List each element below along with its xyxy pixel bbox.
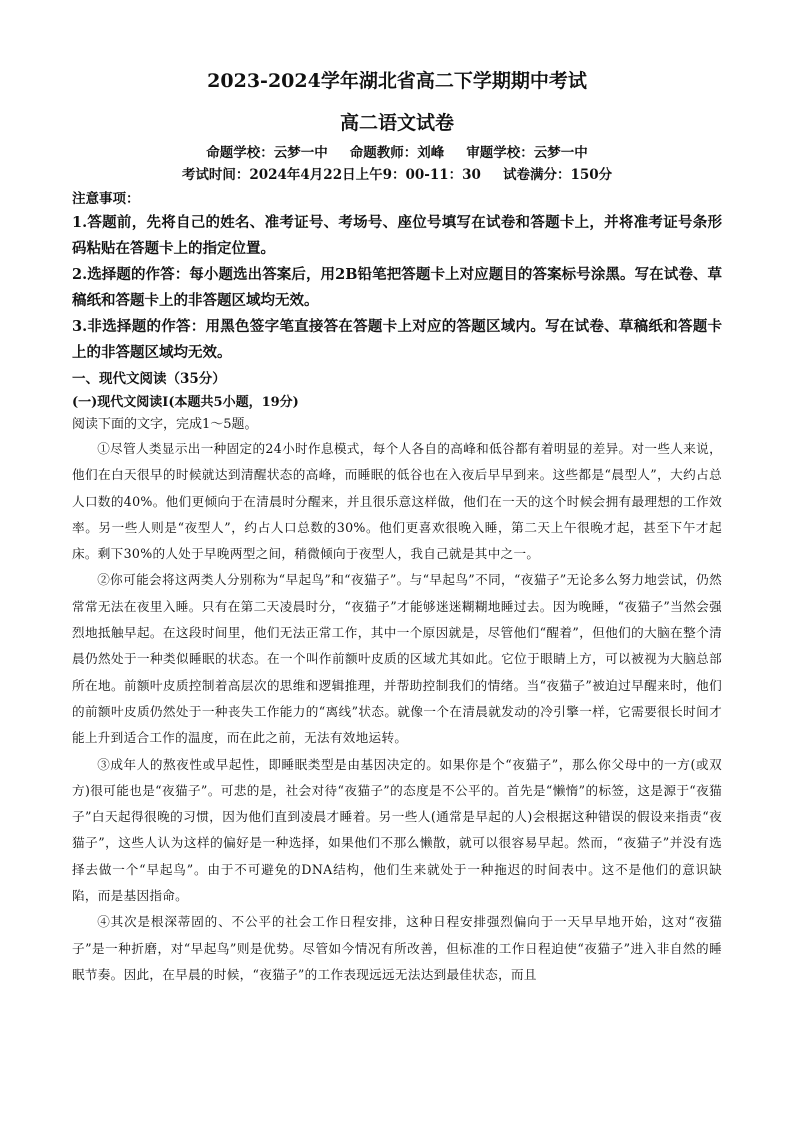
exam-subtitle: 高二语文试卷 <box>339 112 454 134</box>
exam-page <box>72 68 722 988</box>
proposition-teacher: 命题教师：刘峰 <box>349 145 445 161</box>
passage-paragraph-4: ④其次是根深蒂固的、不公平的社会工作日程安排，这种日程安排强烈偏向于一天早早地开始，这对“夜猫子”是一种折磨，对“早起鸟”则是优势。尽管如今情况有所改善，但标准的工作日程迫使“夜猫子”进入非自然的睡眠节奏。因此，在早晨的时候，“夜猫子”的工作表现远远无法达到最佳状态，而且 <box>72 914 722 982</box>
full-score: 试卷满分：150分 <box>502 167 613 183</box>
section-heading: 一、现代文阅读（35分） <box>72 371 226 387</box>
exam-time: 考试时间：2024年4月22日上午9：00-11：30 <box>181 167 481 183</box>
notice-item-2: 2.选择题的作答：每小题选出答案后，用2B铅笔把答题卡上对应题目的答案标号涂黑。写在试卷、草稿纸和答题卡上的非答题区域均无效。 <box>72 266 722 309</box>
proposition-info <box>72 142 722 164</box>
notice-item-1: 1.答题前，先将自己的姓名、准考证号、考场号、座位号填写在试卷和答题卡上，并将准考证号条形码粘贴在答题卡上的指定位置。 <box>72 214 722 257</box>
exam-time-info <box>72 164 722 186</box>
section-subheading: (一)现代文阅读Ⅰ(本题共5小题，19分) <box>72 395 299 410</box>
exam-title: 2023-2024学年湖北省高二下学期期中考试 <box>207 70 587 92</box>
notice-heading: 注意事项： <box>72 191 140 207</box>
reading-instruction: 阅读下面的文字，完成1～5题。 <box>72 417 258 432</box>
passage-paragraph-1: ①尽管人类显示出一种固定的24小时作息模式，每个人各自的高峰和低谷都有着明显的差异。对一些人来说，他们在白天很早的时候就达到清醒状态的高峰，而睡眠的低谷也在入夜后早早到来。这些都是“晨型人”，大约占总人口数的40%。他们更倾向于在清晨时分醒来，并且很乐意这样做，他们在一天的这个时候会拥有最理想的工作效率。另一些人则是“夜型人”，约占人口总数的30%。他们更喜欢很晚入睡，第二天上午很晚才起，甚至下午才起床。剩下30%的人处于早晚两型之间，稍微倾向于夜型人，我自己就是其中之一。 <box>72 441 722 562</box>
passage-paragraph-2: ②你可能会将这两类人分别称为“早起鸟”和“夜猫子”。与“早起鸟”不同，“夜猫子”无论多么努力地尝试，仍然常常无法在夜里入睡。只有在第二天凌晨时分，“夜猫子”才能够迷迷糊糊地睡过去。因为晚睡，“夜猫子”当然会强烈地抵触早起。在这段时间里，他们无法正常工作，其中一个原因就是，尽管他们“醒着”，但他们的大脑在整个清晨仍然处于一种类似睡眠的状态。在一个叫作前额叶皮质的区域尤其如此。它位于眼睛上方，可以被视为大脑总部所在地。前额叶皮质控制着高层次的思维和逻辑推理，并帮助控制我们的情绪。当“夜猫子”被迫过早醒来时，他们的前额叶皮质仍然处于一种丧失工作能力的“离线”状态。就像一个在清晨就发动的冷引擎一样，它需要很长时间才能上升到适合工作的温度，而在此之前，无法有效地运转。 <box>72 572 722 746</box>
notice-item-3: 3.非选择题的作答：用黑色签字笔直接答在答题卡上对应的答题区域内。写在试卷、草稿纸和答题卡上的非答题区域均无效。 <box>72 318 722 361</box>
passage-paragraph-3: ③成年人的熬夜性或早起性，即睡眠类型是由基因决定的。如果你是个“夜猫子”，那么你父母中的一方(或双方)很可能也是“夜猫子”。可悲的是，社会对待“夜猫子”的态度是不公平的。首先是“懒惰”的标签，这是源于“夜猫子”白天起得很晚的习惯，因为他们直到凌晨才睡着。另一些人(通常是早起的人)会根据这种错误的假设来指责“夜猫子”，这些人认为这样的偏好是一种选择，如果他们不那么懒散，就可以很容易早起。然而，“夜猫子”并没有选择去做一个“早起鸟”。由于不可避免的DNA结构，他们生来就处于一种拖迟的时间表中。这不是他们的意识缺陷，而是基因指命。 <box>72 756 722 904</box>
proposition-school: 命题学校：云梦一中 <box>206 145 328 161</box>
review-school: 审题学校：云梦一中 <box>466 145 588 161</box>
